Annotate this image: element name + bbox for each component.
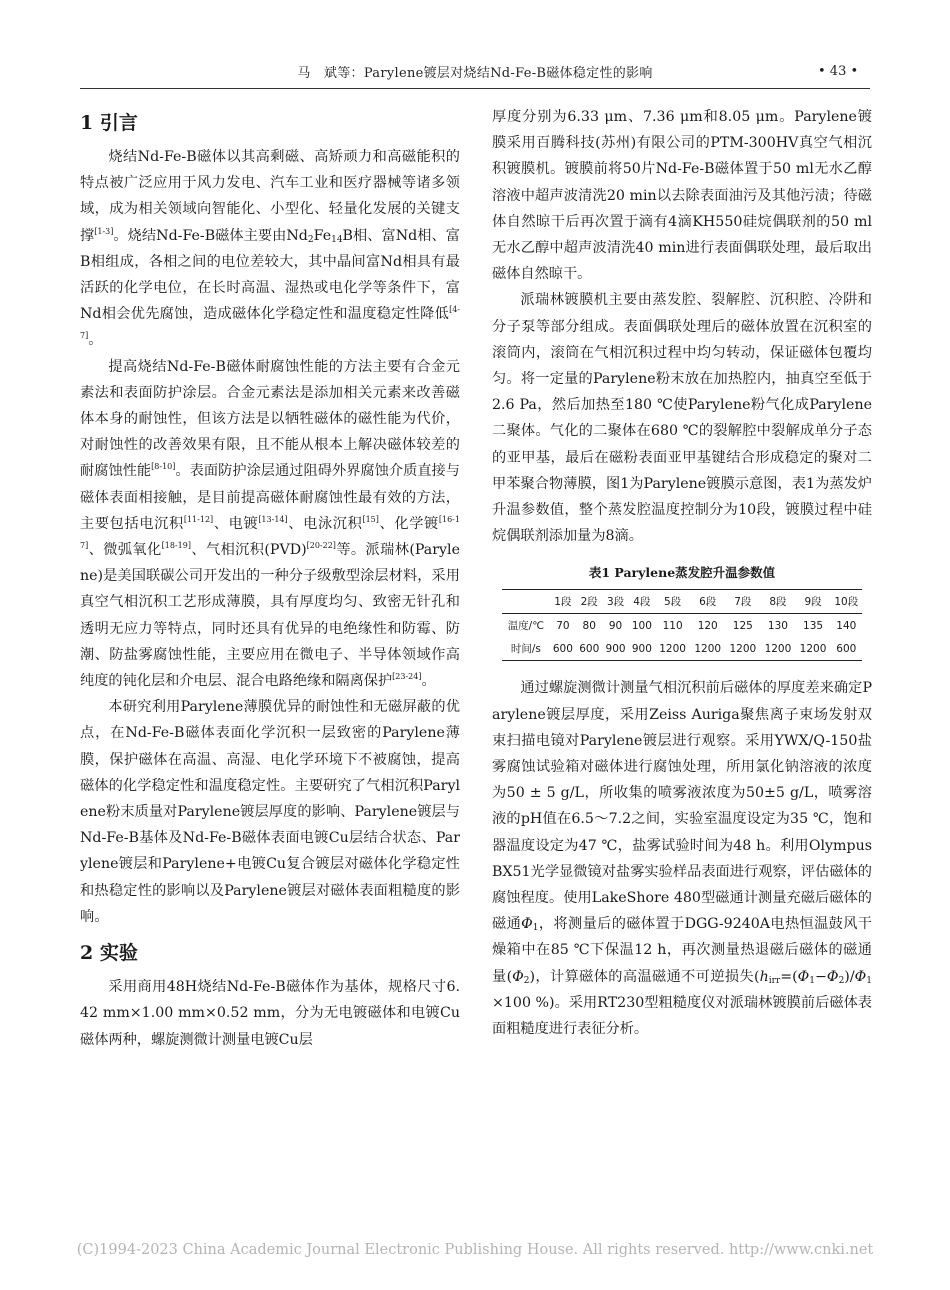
- left-column: [80, 104, 460, 1053]
- running-header-title: 马 斌等：Parylene镀层对烧结Nd-Fe-B磁体稳定性的影响: [297, 66, 653, 81]
- table-caption: 表1 Parylene蒸发腔升温参数值: [588, 565, 776, 581]
- page-number: • 43 •: [818, 64, 859, 79]
- section-heading-experiment: 2 实验: [80, 942, 138, 965]
- citation[interactable]: [15]: [362, 514, 379, 524]
- experiment-paragraph-3: 通过螺旋测微计测量气相沉积前后磁体的厚度差来确定Parylene镀层厚度，采用Zeiss Auriga聚焦离子束场发射双束扫描电镜对Parylene镀层进行观察。采用YWX/Q-150盐雾腐蚀试验箱对磁体进行腐蚀处理，所用氯化钠溶液的浓度为50 ± 5 g/L，所收集的喷雾液浓度为50±5 g/L，喷雾溶液的pH值在6.5～7.2之间，实验室温度设定为35 ℃，饱和器温度设定为47 ℃，盐雾试验时间为48 h。利用Olympus BX51光学显微镜对盐雾实验样品表面进行观察，评估磁体的腐蚀程度。使用LakeShore 480型磁通计测量充磁后磁体的磁通$\Phi_1$，将测量后的磁体置于DGG-9240A电热恒温鼓风干燥箱中在85 ℃下保温12 h，再次测量热退磁后磁体的磁通量$(\Phi_2)$，计算磁体的高温磁通不可逆损失($h_{irr}=(\Phi_1-\Phi_2)/\Phi_1\times 100$ %)。采用RT230型粗糙度仪对派瑞林镀膜前后磁体表面粗糙度进行表征分析。: [492, 680, 872, 1038]
- intro-paragraph-3: 本研究利用Parylene薄膜优异的耐蚀性和无磁屏蔽的优点，在Nd-Fe-B磁体表面化学沉积一层致密的Parylene薄膜，保护磁体在高温、高湿、电化学环境下不被腐蚀，提高磁体的化学稳定性和温度稳定性。主要研究了气相沉积Parylene粉末质量对Parylene镀层厚度的影响、Parylene镀层与Nd-Fe-B基体及Nd-Fe-B磁体表面电镀Cu层结合状态、Parylene镀层和Parylene+电镀Cu复合镀层对磁体化学稳定性和热稳定性的影响以及Parylene镀层对磁体表面粗糙度的影响。: [80, 699, 460, 925]
- experiment-paragraph-1: 采用商用48H烧结Nd-Fe-B磁体作为基体，规格尺寸6.42 mm×1.00 mm×0.52 mm，分为无电镀磁体和电镀Cu磁体两种，螺旋测微计测量电镀Cu层: [80, 979, 460, 1048]
- citation[interactable]: [1-3]: [94, 226, 114, 236]
- citation[interactable]: [13-14]: [258, 514, 288, 524]
- citation[interactable]: [4-7]: [80, 305, 460, 341]
- experiment-paragraph-1-continued: 厚度分别为6.33 μm、7.36 μm和8.05 μm。Parylene镀膜采用百腾科技(苏州)有限公司的PTM-300HV真空气相沉积镀膜机。镀膜前将50片Nd-Fe-B磁体置于50 ml无水乙醇溶液中超声波清洗20 min以去除表面油污及其他污渍；待磁体自然晾干后再次置于滴有4滴KH550硅烷偶联剂的50 ml无水乙醇中超声波清洗40 min进行表面偶联处理，最后取出磁体自然晾干。: [492, 109, 872, 283]
- citation[interactable]: [23-24]: [392, 672, 422, 682]
- citation[interactable]: [8-10]: [151, 462, 176, 472]
- copyright-footer: (C)1994-2023 China Academic Journal Electronic Publishing House. All rights reserved. http://www.cnki.net: [76, 1242, 874, 1258]
- header-divider: [80, 88, 870, 89]
- table-header-row: 1段 2段 3段 4段 5段 6段 7段 8段 9段 10段: [502, 590, 862, 614]
- citation[interactable]: [20-22]: [306, 541, 336, 551]
- table-row: 温度/℃ 70 80 90 100 110 120 125 130 135 140: [507, 619, 857, 633]
- intro-paragraph-2: 提高烧结Nd-Fe-B磁体耐腐蚀性能的方法主要有合金元素法和表面防护涂层。合金元素法是添加相关元素来改善磁体本身的耐蚀性，但该方法是以牺牲磁体的磁性能为代价，对耐蚀性的改善效果有限，且不能从根本上解决磁体较差的耐腐蚀性能[8-10]。表面防护涂层通过阻碍外界腐蚀介质直接与磁体表面相接触，是目前提高磁体耐腐蚀性最有效的方法，主要包括电沉积[11-12]、电镀[13-14]、电泳沉积[15]、化学镀[16-17]、微弧氧化[18-19]、气相沉积(PVD)[20-22]等。派瑞林(Parylene)是美国联碳公司开发出的一种分子级敷型涂层材料，采用真空气相沉积工艺形成薄膜，具有厚度均匀、致密无针孔和透明无应力等特点，同时还具有优异的电绝缘性和防霉、防潮、防盐雾腐蚀性能，主要应用在微电子、半导体领域作高纯度的钝化层和介电层、混合电路绝缘和隔离保护[23-24]。: [80, 358, 460, 690]
- experiment-paragraph-2: 派瑞林镀膜机主要由蒸发腔、裂解腔、沉积腔、冷阱和分子泵等部分组成。表面偶联处理后的磁体放置在沉积室的滚筒内，滚筒在气相沉积过程中均匀转动，保证磁体包覆均匀。将一定量的Parylene粉末放在加热腔内，抽真空至低于2.6 Pa，然后加热至180 ℃使Parylene粉气化成Parylene二聚体。气化的二聚体在680 ℃的裂解腔中裂解成单分子态的亚甲基，最后在磁粉表面亚甲基键结合形成稳定的聚对二甲苯聚合物薄膜，图1为Parylene镀膜示意图，表1为蒸发炉升温参数值，整个蒸发腔温度控制分为10段，镀膜过程中硅烷偶联剂添加量为8滴。: [492, 292, 872, 545]
- table-row: 时间/s 600 600 900 900 1200 1200 1200 1200 1200 600: [502, 637, 862, 661]
- citation[interactable]: [18-19]: [161, 541, 191, 551]
- section-heading-introduction: 1 引言: [80, 112, 138, 134]
- right-column: [492, 104, 872, 1042]
- citation[interactable]: [16-17]: [80, 514, 460, 551]
- parameter-table: [502, 589, 862, 661]
- intro-paragraph-1: 烧结Nd-Fe-B磁体以其高剩磁、高矫顽力和高磁能积的特点被广泛应用于风力发电、汽车工业和医疗器械等诸多领域，成为相关领域向智能化、小型化、轻量化发展的关键支撑[1-3]。烧结Nd-Fe-B磁体主要由$Nd_2Fe_{14}B$相、富Nd相、富B相组成，各相之间的电位差较大，其中晶间富Nd相具有最活跃的化学电位，在长时高温、湿热或电化学等条件下，富Nd相会优先腐蚀，造成磁体化学稳定性和温度稳定性降低[4-7]。: [80, 149, 460, 349]
- citation[interactable]: [11-12]: [183, 514, 214, 524]
